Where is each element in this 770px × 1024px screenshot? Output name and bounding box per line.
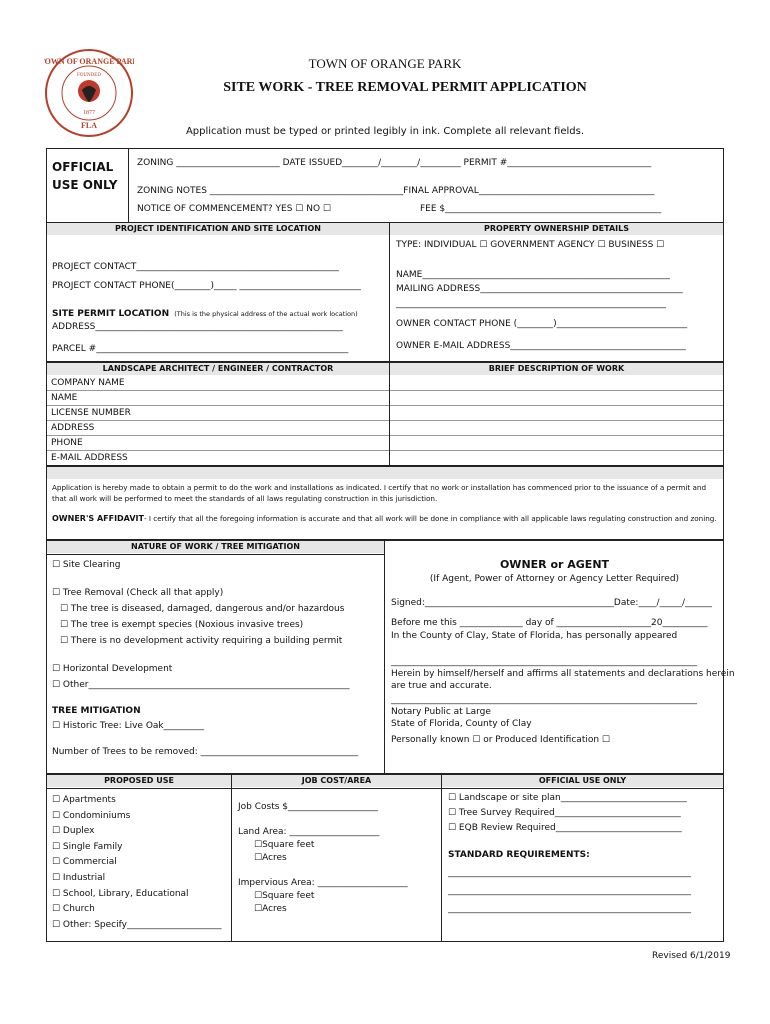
fee-row[interactable]: FEE $________________________________________________	[420, 204, 662, 214]
standard-requirements-line[interactable]: ______________________________________________________	[448, 886, 691, 896]
contractor-field[interactable]: PHONE	[47, 436, 389, 451]
site-permit-location: SITE PERMIT LOCATION (This is the physical address of the actual work location)	[52, 309, 358, 319]
contractor-field[interactable]: LICENSE NUMBER	[47, 406, 389, 421]
proposed-use-item[interactable]: ☐ Commercial	[52, 857, 117, 868]
contractor-fields	[47, 376, 389, 465]
seal-state-text: FLA	[81, 121, 97, 130]
proposed-use-item[interactable]: ☐ Industrial	[52, 872, 106, 883]
proposed-use-header: PROPOSED USE	[47, 775, 231, 787]
contractor-header: LANDSCAPE ARCHITECT / ENGINEER / CONTRACTOR	[47, 363, 389, 375]
owner-phone-field[interactable]: OWNER CONTACT PHONE (________)_____________________________	[396, 319, 688, 329]
proposed-use-item[interactable]: ☐ School, Library, Educational	[52, 888, 189, 899]
landscape-plan-checkbox[interactable]: ☐ Landscape or site plan____________________________	[448, 793, 687, 803]
signed-field[interactable]: Signed:__________________________________________Date:____/_____/______	[391, 598, 713, 608]
site-clearing-checkbox[interactable]: ☐ Site Clearing	[52, 560, 121, 570]
revised-date: Revised 6/1/2019	[652, 951, 731, 961]
contractor-field[interactable]: COMPANY NAME	[47, 376, 389, 391]
owner-mailing-field[interactable]: MAILING ADDRESS_____________________________________________	[396, 284, 683, 294]
zoning-row[interactable]: ZONING _______________________ DATE ISSUED________/________/_________ PERMIT #________________________________	[137, 158, 652, 168]
project-header: PROJECT IDENTIFICATION AND SITE LOCATION	[47, 223, 389, 235]
proposed-use-item[interactable]: ☐ Other: Specify_____________________	[52, 919, 222, 930]
site-address-field[interactable]: ADDRESS_______________________________________________________	[52, 322, 343, 332]
owner-mailing-line[interactable]: ____________________________________________________________	[396, 299, 666, 309]
project-contact-field[interactable]: PROJECT CONTACT_____________________________________________	[52, 262, 339, 272]
notary-signature-line[interactable]: ____________________________________________________________________	[391, 695, 697, 705]
job-cost-field[interactable]: Job Costs $____________________	[238, 802, 379, 812]
herein-text-1: Herein by himself/herself and affirms all statements and declarations herein	[391, 669, 735, 679]
standard-requirements-label: STANDARD REQUIREMENTS:	[448, 850, 590, 860]
proposed-use-item[interactable]: ☐ Apartments	[52, 795, 116, 805]
land-area-field[interactable]: Land Area: ____________________	[238, 827, 380, 837]
parcel-field[interactable]: PARCEL #________________________________________________________	[52, 344, 349, 354]
seal-top-text: TOWN OF ORANGE PARK	[44, 57, 134, 66]
owner-email-field[interactable]: OWNER E-MAIL ADDRESS_______________________________________	[396, 341, 686, 351]
historic-tree-checkbox[interactable]: ☐ Historic Tree: Live Oak_________	[52, 721, 205, 731]
standard-requirements-line[interactable]: ______________________________________________________	[448, 868, 691, 878]
proposed-use-item[interactable]: ☐ Condominiums	[52, 810, 131, 821]
impervious-area-field[interactable]: Impervious Area: ____________________	[238, 878, 408, 888]
personally-known-checkbox[interactable]: Personally known ☐ or Produced Identification ☐	[391, 735, 610, 745]
nature-header: NATURE OF WORK / TREE MITIGATION	[47, 541, 384, 553]
official-use-bottom-header: OFFICIAL USE ONLY	[442, 775, 723, 787]
owner-agent-subtitle: (If Agent, Power of Attorney or Agency Letter Required)	[429, 574, 680, 584]
certification-text: Application is hereby made to obtain a permit to do the work and installations as indicated. I certify that no work or installation has commenced prior to the issuance of a permit and that all work will be performed to meet the standards of all laws regulating construction in this jurisdiction.	[52, 483, 707, 503]
ownership-type-field[interactable]: TYPE: INDIVIDUAL ☐ GOVERNMENT AGENCY ☐ BUSINESS ☐	[396, 240, 665, 250]
county-text: In the County of Clay, State of Florida, has personally appeared	[391, 631, 678, 641]
proposed-use-item[interactable]: ☐ Single Family	[52, 841, 123, 852]
eqb-review-checkbox[interactable]: ☐ EQB Review Required____________________________	[448, 823, 682, 833]
horizontal-development-checkbox[interactable]: ☐ Horizontal Development	[52, 664, 173, 674]
owner-name-field[interactable]: NAME_______________________________________________________	[396, 270, 670, 280]
imperv-acres-checkbox[interactable]: ☐Acres	[254, 904, 287, 914]
land-sqft-checkbox[interactable]: ☐Square feet	[254, 840, 315, 850]
proposed-use-item[interactable]: ☐ Church	[52, 904, 95, 915]
imperv-sqft-checkbox[interactable]: ☐Square feet	[254, 891, 315, 901]
reason-exempt-checkbox[interactable]: ☐ The tree is exempt species (Noxious invasive trees)	[60, 620, 304, 630]
appeared-name-line[interactable]: ____________________________________________________________________	[391, 657, 697, 667]
tree-survey-checkbox[interactable]: ☐ Tree Survey Required____________________________	[448, 808, 681, 818]
ownership-header: PROPERTY OWNERSHIP DETAILS	[390, 223, 723, 235]
form-title: SITE WORK - TREE REMOVAL PERMIT APPLICATION	[223, 80, 587, 95]
standard-requirements-line[interactable]: ______________________________________________________	[448, 904, 691, 914]
owners-affidavit: OWNER'S AFFIDAVIT- I certify that all the foregoing information is accurate and that all work will be done in compliance with all applicable laws regulating construction and zoning.	[52, 514, 717, 523]
herein-text-2: are true and accurate.	[391, 681, 492, 691]
contractor-field[interactable]: NAME	[47, 391, 389, 406]
land-acres-checkbox[interactable]: ☐Acres	[254, 853, 287, 863]
proposed-use-list	[52, 793, 221, 933]
notary-text-1: Notary Public at Large	[391, 707, 491, 717]
official-use-label: OFFICIAL USE ONLY	[52, 160, 118, 192]
notice-commencement-row[interactable]: NOTICE OF COMMENCEMENT? YES ☐ NO ☐	[137, 204, 331, 214]
proposed-use-item[interactable]: ☐ Duplex	[52, 826, 95, 837]
seal-founded-text: FOUNDED	[77, 73, 101, 78]
description-header: BRIEF DESCRIPTION OF WORK	[390, 363, 723, 375]
instructions: Application must be typed or printed legibly in ink. Complete all relevant fields.	[185, 126, 585, 137]
town-name: TOWN OF ORANGE PARK	[308, 56, 462, 71]
job-cost-header: JOB COST/AREA	[232, 775, 441, 787]
owner-agent-title: OWNER or AGENT	[499, 558, 610, 571]
contractor-field[interactable]: E-MAIL ADDRESS	[51, 453, 128, 463]
before-me-field[interactable]: Before me this ______________ day of _____________________20__________	[391, 618, 708, 628]
notary-text-2: State of Florida, County of Clay	[391, 719, 532, 729]
project-contact-phone-field[interactable]: PROJECT CONTACT PHONE(________)_____ ___________________________	[52, 281, 361, 291]
tree-removal-checkbox[interactable]: ☐ Tree Removal (Check all that apply)	[52, 588, 224, 598]
contractor-field[interactable]: ADDRESS	[47, 421, 389, 436]
zoning-notes-row[interactable]: ZONING NOTES ___________________________________________FINAL APPROVAL_______________________________________	[137, 186, 655, 196]
reason-diseased-checkbox[interactable]: ☐ The tree is diseased, damaged, dangerous and/or hazardous	[60, 604, 345, 614]
other-checkbox[interactable]: ☐ Other__________________________________________________________	[52, 680, 350, 690]
reason-no-development-checkbox[interactable]: ☐ There is no development activity requiring a building permit	[60, 636, 343, 646]
number-trees-field[interactable]: Number of Trees to be removed: ___________________________________	[52, 747, 359, 757]
tree-mitigation-label: TREE MITIGATION	[52, 706, 141, 716]
seal-year-text: 1877	[83, 110, 95, 116]
description-lines[interactable]	[390, 376, 723, 451]
